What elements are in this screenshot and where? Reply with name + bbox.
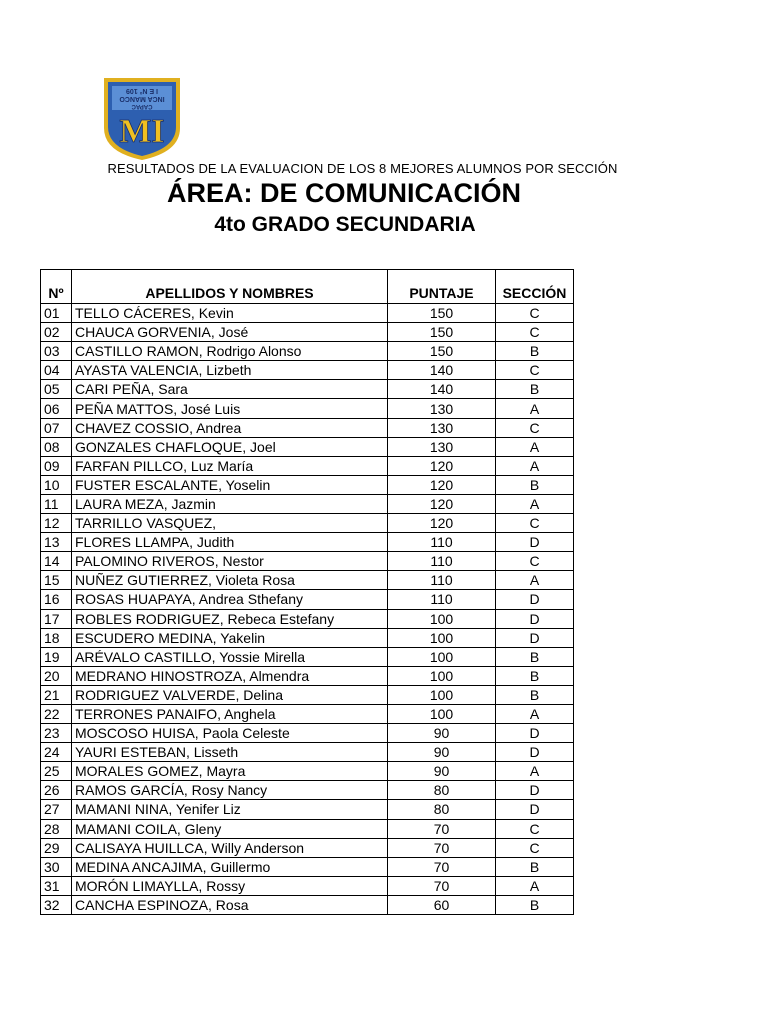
row-number: 18 [41,628,72,647]
section: B [496,895,574,914]
section: C [496,514,574,533]
student-name: TARRILLO VASQUEZ, [72,514,388,533]
table-row [41,762,574,781]
section: D [496,609,574,628]
score: 130 [388,399,496,418]
student-name: CASTILLO RAMON, Rodrigo Alonso [72,342,388,361]
section: D [496,781,574,800]
score: 90 [388,743,496,762]
row-number: 16 [41,590,72,609]
school-logo [102,76,182,162]
row-number: 22 [41,704,72,723]
table-row [41,838,574,857]
section: C [496,361,574,380]
page-title: ÁREA: DE COMUNICACIÓN [167,178,521,208]
table-row [41,590,574,609]
row-number: 08 [41,437,72,456]
table-row [41,781,574,800]
table-row [41,704,574,723]
section: D [496,724,574,743]
student-name: PALOMINO RIVEROS, Nestor [72,552,388,571]
score: 130 [388,437,496,456]
score: 100 [388,609,496,628]
column-header-section: SECCIÓN [496,270,574,304]
score: 150 [388,304,496,323]
row-number: 05 [41,380,72,399]
score: 120 [388,456,496,475]
student-name: CANCHA ESPINOZA, Rosa [72,895,388,914]
table-row [41,456,574,475]
table-row [41,895,574,914]
score: 110 [388,552,496,571]
table-row [41,876,574,895]
student-name: GONZALES CHAFLOQUE, Joel [72,437,388,456]
score: 140 [388,361,496,380]
row-number: 11 [41,494,72,513]
score: 100 [388,685,496,704]
table-row [41,647,574,666]
section: D [496,533,574,552]
row-number: 21 [41,685,72,704]
column-header-score: PUNTAJE [388,270,496,304]
table-row [41,571,574,590]
column-header-number: Nº [41,270,72,304]
section: C [496,552,574,571]
row-number: 02 [41,323,72,342]
row-number: 30 [41,857,72,876]
student-name: TERRONES PANAIFO, Anghela [72,704,388,723]
table-row [41,399,574,418]
grade-heading: 4to GRADO SECUNDARIA [214,213,476,236]
student-name: LAURA MEZA, Jazmin [72,494,388,513]
table-row [41,628,574,647]
table-row [41,323,574,342]
student-name: ESCUDERO MEDINA, Yakelin [72,628,388,647]
section: C [496,323,574,342]
table-row [41,361,574,380]
student-name: ARÉVALO CASTILLO, Yossie Mirella [72,647,388,666]
section: C [496,418,574,437]
score: 70 [388,857,496,876]
row-number: 10 [41,475,72,494]
school-crest-icon [102,76,182,162]
row-number: 28 [41,819,72,838]
table-row [41,437,574,456]
score: 110 [388,533,496,552]
row-number: 29 [41,838,72,857]
student-name: MEDRANO HINOSTROZA, Almendra [72,666,388,685]
section: B [496,857,574,876]
section: D [496,590,574,609]
row-number: 12 [41,514,72,533]
table-row [41,380,574,399]
student-name: YAURI ESTEBAN, Lisseth [72,743,388,762]
table-body [41,304,574,915]
section: B [496,666,574,685]
table-row [41,743,574,762]
section: C [496,838,574,857]
score: 90 [388,724,496,743]
row-number: 17 [41,609,72,628]
section: B [496,647,574,666]
score: 70 [388,819,496,838]
score: 70 [388,876,496,895]
score: 100 [388,647,496,666]
student-name: MORALES GOMEZ, Mayra [72,762,388,781]
student-name: CHAUCA GORVENIA, José [72,323,388,342]
table-header-row [41,270,574,304]
column-header-name: APELLIDOS Y NOMBRES [72,270,388,304]
row-number: 01 [41,304,72,323]
section: B [496,475,574,494]
row-number: 06 [41,399,72,418]
score: 70 [388,838,496,857]
score: 90 [388,762,496,781]
svg-text:INCA MANCO: INCA MANCO [119,95,165,102]
table-row [41,494,574,513]
section: A [496,437,574,456]
report-subtitle: RESULTADOS DE LA EVALUACION DE LOS 8 MEJORES ALUMNOS POR SECCIÓN [107,161,618,176]
section: B [496,685,574,704]
svg-text:MI: MI [119,113,165,150]
row-number: 15 [41,571,72,590]
student-name: MAMANI NINA, Yenifer Liz [72,800,388,819]
row-number: 14 [41,552,72,571]
section: A [496,762,574,781]
table-row [41,666,574,685]
score: 80 [388,800,496,819]
student-name: ROBLES RODRIGUEZ, Rebeca Estefany [72,609,388,628]
row-number: 09 [41,456,72,475]
section: A [496,494,574,513]
student-name: MEDINA ANCAJIMA, Guillermo [72,857,388,876]
table-row [41,552,574,571]
section: A [496,876,574,895]
score: 120 [388,514,496,533]
svg-text:I E N° 109: I E N° 109 [126,87,158,94]
student-name: AYASTA VALENCIA, Lizbeth [72,361,388,380]
student-name: RODRIGUEZ VALVERDE, Delina [72,685,388,704]
table-row [41,685,574,704]
student-name: PEÑA MATTOS, José Luis [72,399,388,418]
student-name: MOSCOSO HUISA, Paola Celeste [72,724,388,743]
section: A [496,704,574,723]
student-name: ROSAS HUAPAYA, Andrea Sthefany [72,590,388,609]
svg-text:CAPAC: CAPAC [131,103,153,109]
student-name: CARI PEÑA, Sara [72,380,388,399]
score: 110 [388,590,496,609]
table-row [41,533,574,552]
score: 100 [388,704,496,723]
score: 100 [388,628,496,647]
section: B [496,380,574,399]
student-name: TELLO CÁCERES, Kevin [72,304,388,323]
row-number: 03 [41,342,72,361]
score: 140 [388,380,496,399]
table-row [41,724,574,743]
score: 150 [388,342,496,361]
row-number: 04 [41,361,72,380]
row-number: 07 [41,418,72,437]
row-number: 19 [41,647,72,666]
section: D [496,743,574,762]
section: D [496,800,574,819]
row-number: 24 [41,743,72,762]
row-number: 23 [41,724,72,743]
table-row [41,418,574,437]
section: C [496,819,574,838]
table-row [41,342,574,361]
row-number: 13 [41,533,72,552]
results-table [40,269,574,915]
student-name: NUÑEZ GUTIERREZ, Violeta Rosa [72,571,388,590]
score: 150 [388,323,496,342]
table-row [41,304,574,323]
section: A [496,571,574,590]
score: 130 [388,418,496,437]
row-number: 32 [41,895,72,914]
student-name: RAMOS GARCÍA, Rosy Nancy [72,781,388,800]
score: 100 [388,666,496,685]
section: C [496,304,574,323]
row-number: 31 [41,876,72,895]
student-name: MAMANI COILA, Gleny [72,819,388,838]
table-row [41,609,574,628]
section: A [496,399,574,418]
table-row [41,800,574,819]
table-row [41,857,574,876]
section: D [496,628,574,647]
student-name: FARFAN PILLCO, Luz María [72,456,388,475]
row-number: 26 [41,781,72,800]
score: 120 [388,494,496,513]
section: A [496,456,574,475]
student-name: FUSTER ESCALANTE, Yoselin [72,475,388,494]
student-name: CHAVEZ COSSIO, Andrea [72,418,388,437]
student-name: FLORES LLAMPA, Judith [72,533,388,552]
student-name: MORÓN LIMAYLLA, Rossy [72,876,388,895]
score: 60 [388,895,496,914]
section: B [496,342,574,361]
row-number: 20 [41,666,72,685]
score: 120 [388,475,496,494]
table-row [41,475,574,494]
table-row [41,819,574,838]
row-number: 27 [41,800,72,819]
score: 80 [388,781,496,800]
table-row [41,514,574,533]
score: 110 [388,571,496,590]
row-number: 25 [41,762,72,781]
student-name: CALISAYA HUILLCA, Willy Anderson [72,838,388,857]
